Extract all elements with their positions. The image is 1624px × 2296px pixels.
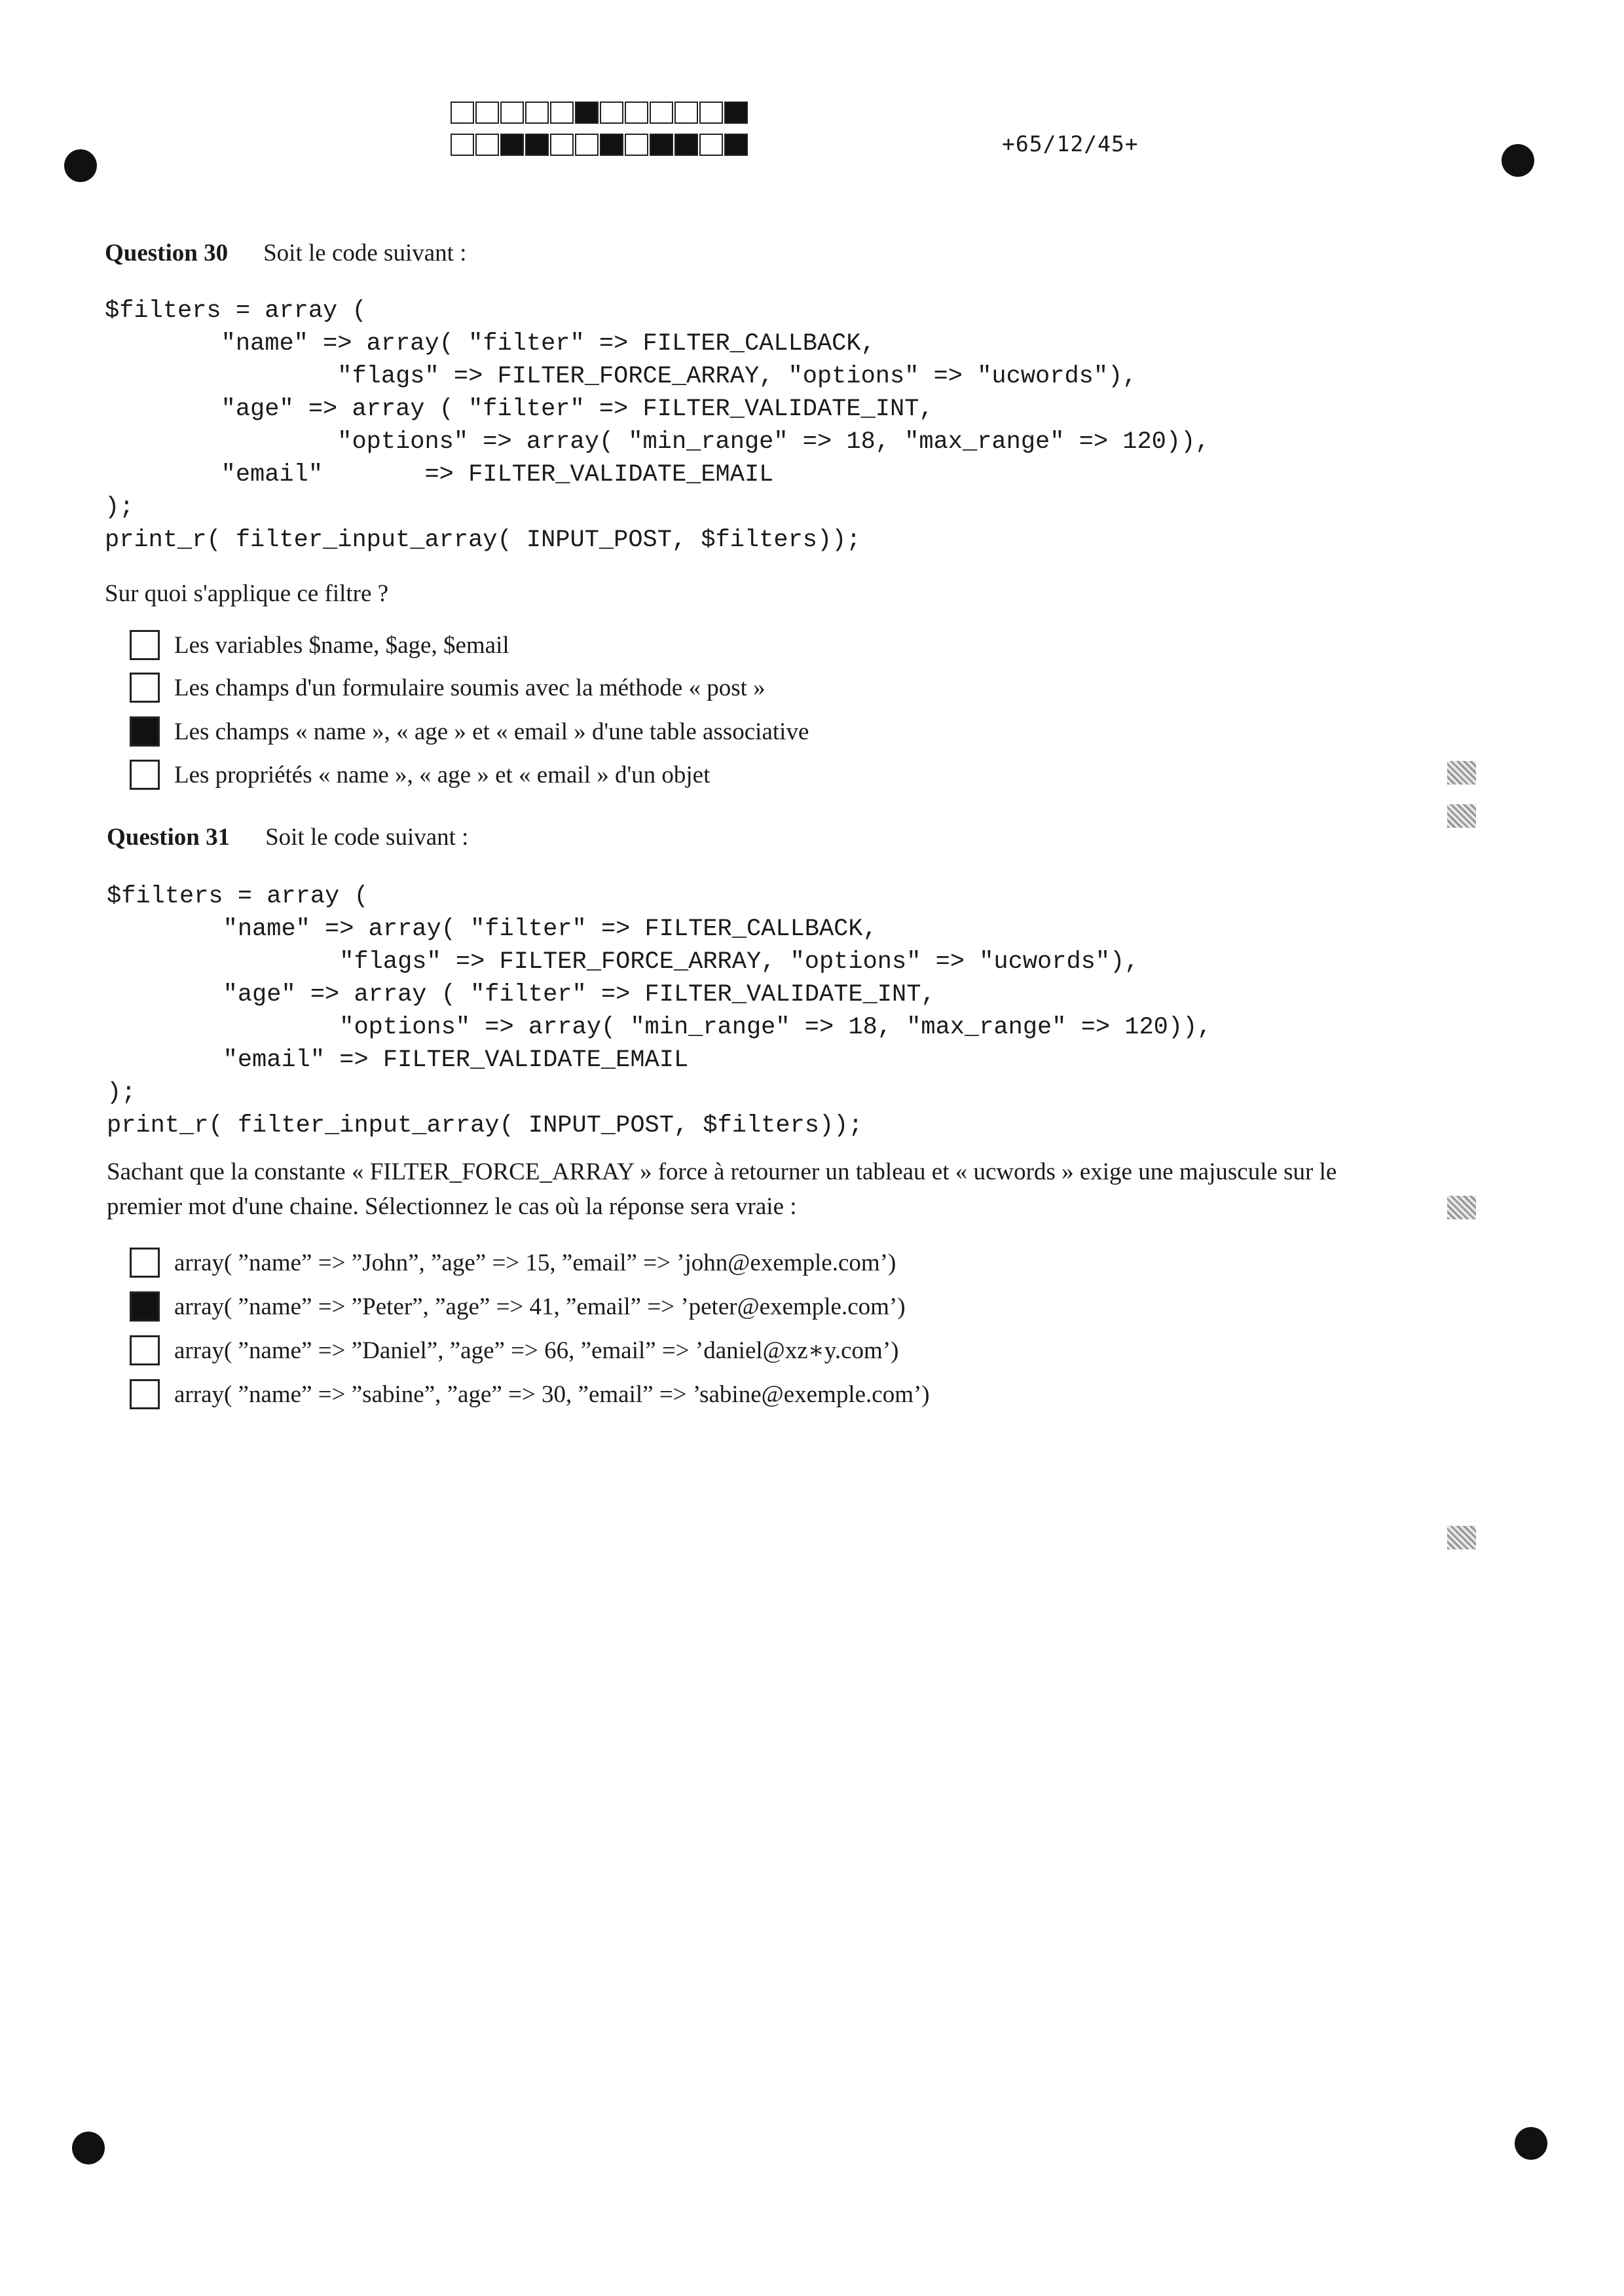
checkbox[interactable] — [130, 1248, 160, 1278]
registration-mark-top-right — [1502, 144, 1534, 177]
q30-option-3[interactable] — [130, 716, 809, 747]
barcode-cell — [575, 134, 599, 156]
option-label: Les variables $name, $age, $email — [174, 631, 509, 659]
question-intro: Soit le code suivant : — [265, 824, 469, 851]
barcode-row-1 — [451, 102, 749, 126]
barcode-cell — [625, 102, 648, 124]
scan-artifact — [1447, 1526, 1476, 1549]
barcode-cell — [550, 134, 574, 156]
barcode-cell — [600, 134, 623, 156]
barcode-cell — [674, 134, 698, 156]
checkbox[interactable] — [130, 630, 160, 660]
registration-mark-top-left — [64, 149, 97, 182]
option-label: array( ”name” => ”Daniel”, ”age” => 66, ”email” => ’daniel@xz∗y.com’) — [174, 1337, 899, 1364]
barcode-cell — [475, 134, 499, 156]
barcode-cell — [451, 102, 474, 124]
question-number: Question 31 — [107, 824, 231, 851]
checkbox[interactable] — [130, 1379, 160, 1409]
question-number: Question 30 — [105, 240, 229, 267]
scan-artifact — [1447, 804, 1476, 828]
question-31-header — [107, 823, 468, 851]
checkbox[interactable] — [130, 760, 160, 790]
question-30-prompt: Sur quoi s'applique ce filtre ? — [105, 580, 389, 607]
q31-option-3[interactable] — [130, 1335, 898, 1365]
option-label: array( ”name” => ”Peter”, ”age” => 41, ”email” => ’peter@exemple.com’) — [174, 1293, 906, 1320]
checkbox[interactable] — [130, 716, 160, 747]
scan-artifact — [1447, 761, 1476, 785]
option-label: Les propriétés « name », « age » et « email » d'un objet — [174, 761, 710, 788]
option-label: Les champs d'un formulaire soumis avec la méthode « post » — [174, 674, 766, 701]
checkbox[interactable] — [130, 1335, 160, 1365]
barcode-cell — [600, 102, 623, 124]
prompt-line-1: Sachant que la constante « FILTER_FORCE_ARRAY » force à retourner un tableau et « ucwords » exige une majuscule sur le — [107, 1158, 1337, 1185]
q30-option-2[interactable] — [130, 673, 766, 703]
barcode-cell — [500, 134, 524, 156]
barcode-cell — [699, 134, 723, 156]
question-30-code: $filters = array ( "name" => array( "filter" => FILTER_CALLBACK, "flags" => FILTER_FORCE_ARRAY, "options" => "ucwords"), "age" => array ( "filter" => FILTER_VALIDATE_INT, "options" => array( "min_range" => 18, "max_range" => 120)), "email" => FILTER_VALIDATE_EMAIL ); print_r( filter_input_array( INPUT_POST, $filters)); — [105, 297, 1210, 554]
q30-option-4[interactable] — [130, 760, 710, 790]
q31-option-4[interactable] — [130, 1379, 930, 1409]
question-30-header — [105, 239, 466, 267]
scan-artifact — [1447, 1196, 1476, 1219]
barcode-cell — [650, 134, 673, 156]
barcode-cell — [724, 134, 748, 156]
barcode-cell — [550, 102, 574, 124]
q30-option-1[interactable] — [130, 630, 509, 660]
barcode-cell — [625, 134, 648, 156]
q31-option-1[interactable] — [130, 1248, 896, 1278]
barcode-cell — [724, 102, 748, 124]
barcode-cell — [699, 102, 723, 124]
option-label: array( ”name” => ”sabine”, ”age” => 30, ”email” => ’sabine@exemple.com’) — [174, 1380, 930, 1408]
question-intro: Soit le code suivant : — [263, 240, 467, 267]
option-label: Les champs « name », « age » et « email » d'une table associative — [174, 718, 809, 745]
q31-option-2[interactable] — [130, 1291, 906, 1322]
prompt-line-2: premier mot d'une chaine. Sélectionnez le cas où la réponse sera vraie : — [107, 1193, 797, 1220]
barcode-cell — [451, 134, 474, 156]
page-id: +65/12/45+ — [1002, 131, 1139, 157]
checkbox[interactable] — [130, 1291, 160, 1322]
registration-mark-bottom-left — [72, 2132, 105, 2164]
checkbox[interactable] — [130, 673, 160, 703]
barcode-row-2 — [451, 134, 749, 158]
question-31-prompt — [107, 1155, 1337, 1224]
barcode-cell — [575, 102, 599, 124]
barcode-cell — [674, 102, 698, 124]
question-31-code: $filters = array ( "name" => array( "filter" => FILTER_CALLBACK, "flags" => FILTER_FORCE_ARRAY, "options" => "ucwords"), "age" => array ( "filter" => FILTER_VALIDATE_INT, "options" => array( "min_range" => 18, "max_range" => 120)), "email" => FILTER_VALIDATE_EMAIL ); print_r( filter_input_array( INPUT_POST, $filters)); — [107, 883, 1212, 1139]
barcode-cell — [525, 134, 549, 156]
barcode-cell — [500, 102, 524, 124]
barcode-cell — [475, 102, 499, 124]
barcode-cell — [525, 102, 549, 124]
barcode-cell — [650, 102, 673, 124]
registration-mark-bottom-right — [1515, 2127, 1547, 2160]
option-label: array( ”name” => ”John”, ”age” => 15, ”email” => ’john@exemple.com’) — [174, 1249, 896, 1276]
